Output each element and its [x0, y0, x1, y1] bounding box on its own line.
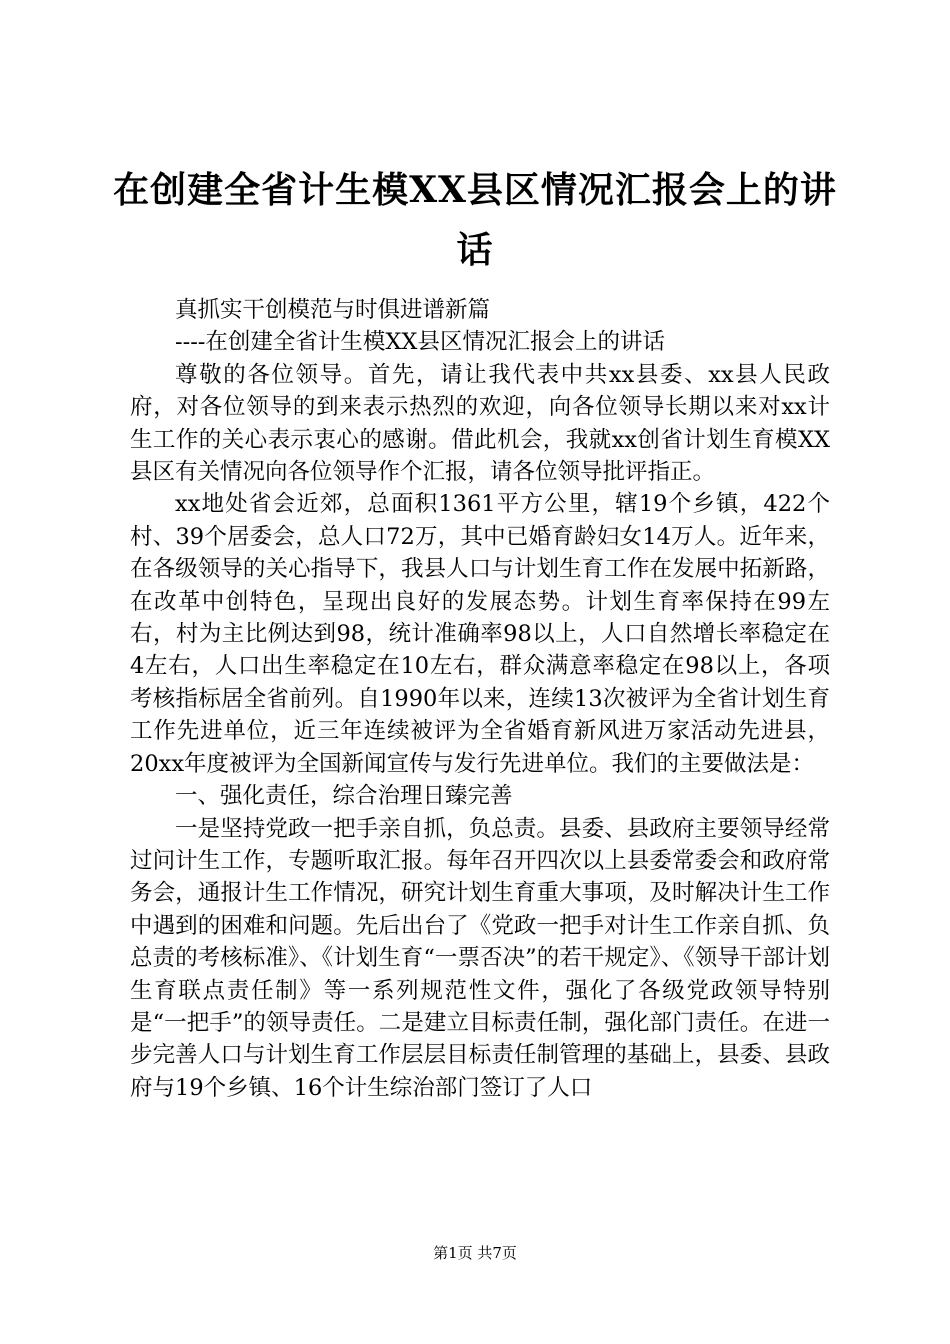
- document-body: [130, 294, 830, 1104]
- subtitle-dash-line: ----在创建全省计生模XX县区情况汇报会上的讲话: [175, 329, 665, 356]
- paragraph-overview: xx地处省会近郊，总面积1361平方公里，辖19个乡镇，422个村、39个居委会，总人口72万，其中已婚育龄妇女14万人。近年来，在各级领导的关心指导下，我县人口与计划生育工作在发展中拓新路，在改革中创特色，呈现出良好的发展态势。计划生育率保持在99左右，村为主比例达到98，统计准确率98以上，人口自然增长率稳定在4左右，人口出生率稳定在10左右，群众满意率稳定在98以上，各项考核指标居全省前列。自1990年以来，连续13次被评为全省计划生育工作先进单位，近三年连续被评为全省婚育新风进万家活动先进县，20xx年度被评为全国新闻宣传与发行先进单位。我们的主要做法是：: [130, 491, 830, 777]
- section-heading: 一、强化责任，综合治理日臻完善: [175, 783, 513, 810]
- subtitle-line: 真抓实干创模范与时俱进谱新篇: [175, 297, 491, 323]
- paragraph-greeting: 尊敬的各位领导。首先，请让我代表中共xx县委、xx县人民政府，对各位领导的到来表示热烈的欢迎，向各位领导长期以来对xx计生工作的关心表示衷心的感谢。借此机会，我就xx创省计划生育模XX县区有关情况向各位领导作个汇报，请各位领导批评指正。: [130, 361, 830, 486]
- page-number-footer: 第1页 共7页: [433, 1244, 517, 1262]
- document-title: 在创建全省计生模XX县区情况汇报会上的讲话: [113, 169, 837, 271]
- paragraph-responsibility: 一是坚持党政一把手亲自抓，负总责。县委、县政府主要领导经常过问计生工作，专题听取汇报。每年召开四次以上县委常委会和政府常务会，通报计生工作情况，研究计划生育重大事项，及时解决计生工作中遇到的困难和问题。先后出台了《党政一把手对计生工作亲自抓、负总责的考核标准》、《计划生育“一票否决”的若干规定》、《领导干部计划生育联点责任制》等一系列规范性文件，强化了各级党政领导特别是“一把手”的领导责任。二是建立目标责任制，强化部门责任。在进一步完善人口与计划生育工作层层目标责任制管理的基础上，县委、县政府与19个乡镇、16个计生综治部门签订了人口: [130, 815, 830, 1101]
